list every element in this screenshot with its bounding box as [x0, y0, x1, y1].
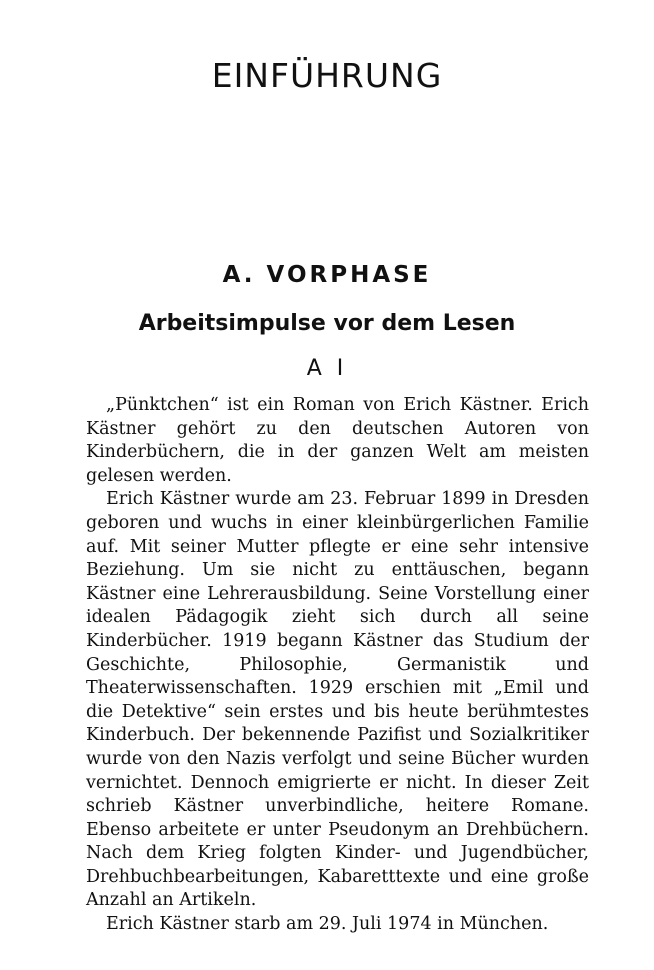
- body-text: [86, 394, 589, 937]
- paragraph-death: Erich Kästner starb am 29. Juli 1974 in München.: [106, 914, 549, 935]
- subsection-title: Arbeitsimpulse vor dem Lesen: [138, 311, 516, 336]
- paragraph-intro: „Pünktchen“ ist ein Roman von Erich Kästner. Erich Kästner gehört zu den deutschen Autoren von Kinderbüchern, die in der ganzen Welt am meisten gelesen werden.: [86, 395, 589, 486]
- chapter-title: EINFÜHRUNG: [211, 56, 443, 95]
- impulse-label: A I: [306, 356, 348, 381]
- paragraph-biography: Erich Kästner wurde am 23. Februar 1899 in Dresden geboren und wuchs in einer kleinbürgerlichen Familie auf. Mit seiner Mutter pflegte er eine sehr intensive Beziehung. Um sie nicht zu enttäuschen, begann Kästner eine Lehrerausbildung. Seine Vorstellung einer idealen Pädagogik zieht sich durch all seine Kinderbücher. 1919 begann Kästner das Studium der Geschichte, Philosophie, Germanistik und Theaterwissenschaften. 1929 erschien mit „Emil und die Detektive“ sein erstes und bis heute berühmtestes Kinderbuch. Der bekennende Pazifist und Sozialkritiker wurde von den Nazis verfolgt und seine Bücher wurden vernichtet. Dennoch emigrierte er nicht. In dieser Zeit schrieb Kästner unverbindliche, heitere Romane. Ebenso arbeitete er unter Pseudonym an Drehbüchern. Nach dem Krieg folgten Kinder- und Jugendbücher, Drehbuchbearbeitungen, Kabaretttexte und eine große Anzahl an Artikeln.: [86, 489, 589, 911]
- section-title: A. VORPHASE: [222, 262, 432, 288]
